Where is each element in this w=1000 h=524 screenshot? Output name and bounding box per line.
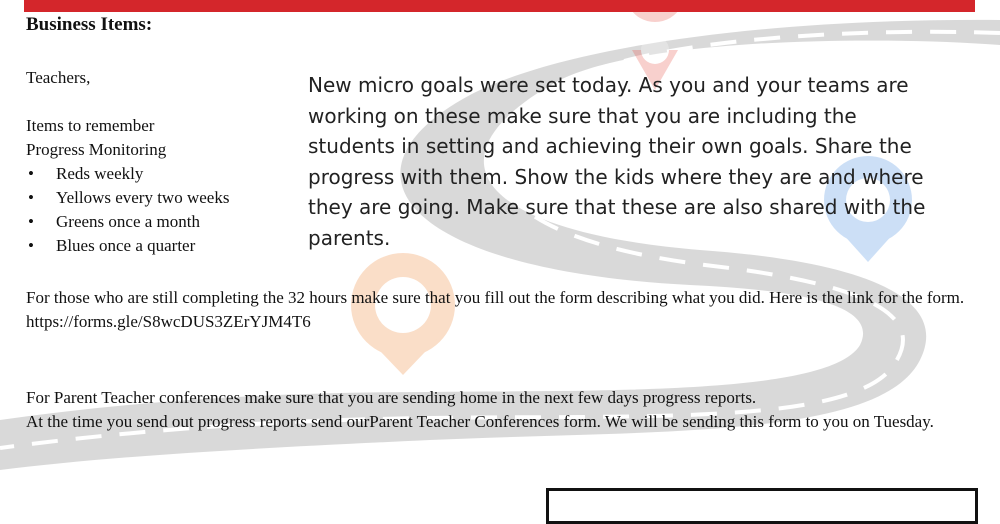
conference-line: At the time you send out progress reports send ourParent Teacher Conferences form. We will be sending this form to you on Tuesday.: [26, 412, 934, 431]
reminders-title: Items to remember: [26, 116, 155, 135]
reminders-subtitle: Progress Monitoring: [26, 140, 167, 159]
conference-paragraph: [26, 386, 976, 434]
header-accent-bar: [24, 0, 975, 12]
list-item: • Yellows every two weeks: [26, 186, 229, 210]
list-item: • Greens once a month: [26, 210, 229, 234]
hours-paragraph: For those who are still completing the 32 hours make sure that you fill out the form describing what you did. Here is the link for the form. https://forms.gle/S8wcDUS3ZErYJM4T6: [26, 288, 965, 331]
reminders-block: [26, 114, 229, 258]
reminders-list: [26, 162, 229, 258]
section-heading: Business Items:: [26, 14, 153, 35]
list-item: • Reds weekly: [26, 162, 229, 186]
conference-line: For Parent Teacher conferences make sure that you are sending home in the next few days progress reports.: [26, 388, 757, 407]
bottom-framed-box: [546, 488, 978, 524]
greeting-text: Teachers,: [26, 68, 91, 87]
list-item: • Blues once a quarter: [26, 234, 229, 258]
goals-paragraph: New micro goals were set today. As you and your teams are working on these make sure that you are including the students in setting and achieving their own goals. Share the progress with them. Show the kids where they are and where they are going. Make sure that these are also shared with the parents.: [308, 73, 926, 250]
